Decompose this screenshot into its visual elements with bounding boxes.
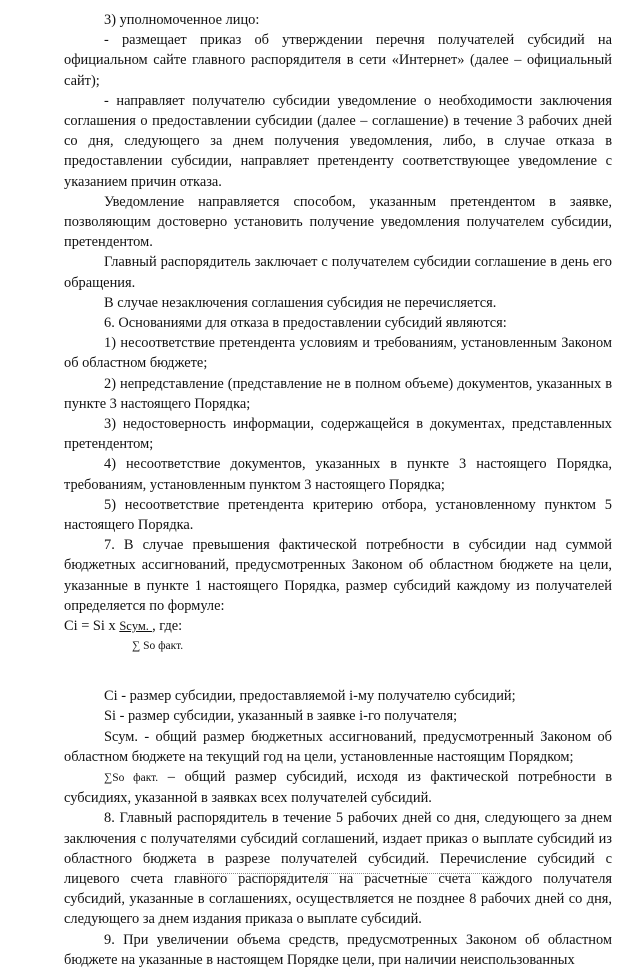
formula-denominator: ∑ So факт. <box>132 640 184 653</box>
list-item-refusal-5: 5) несоответствие претендента критерию отбора, установленному пунктом 5 настоящего Порядка. <box>64 496 612 534</box>
paragraph-send-notice: - направляет получателю субсидии уведомление о необходимости заключения соглашения о предоставлении субсидии (далее – соглашение) в течение 3 рабочих дней со дня, следующего за днем получения уведомления, либо, в случае отказа в предоставлении субсидии, направляет претенденту соответствующее уведомление с указанием причин отказа. <box>64 92 612 190</box>
formula-numerator: Scум. <box>119 619 153 634</box>
list-item-refusal-3: 3) недостоверность информации, содержащейся в документах, представленных претендентом; <box>64 416 612 453</box>
definition-ci: Ci - размер субсидии, предоставляемой i-му получателю субсидий; <box>104 688 516 705</box>
definition-ssum-text: - общий размер бюджетных ассигнований, предусмотренный Законом об областном бюджете на текущий год на цели, установленные настоящим Порядком; <box>64 728 612 765</box>
list-item-refusal-1: 1) несоответствие претендента условиям и требованиям, установленным Законом об областном бюджете; <box>64 335 612 372</box>
formula-right: , где: <box>152 618 183 635</box>
paragraph-payment-order: 8. Главный распорядитель в течение 5 рабочих дней со дня, следующего за днем заключения с получателями субсидий соглашений, издает приказ о выплате субсидий из областного бюджета в разрезе получателей субсидий. Перечисление субсидий с лицевого счета главного распорядителя на расчетные счета каждого получателя субсидий, указанные в соглашениях, осуществляется не позднее 8 рабочих дней со дня, следующего за днем издания приказа о выплате субсидий. <box>64 810 612 928</box>
paragraph-agreement: Главный распорядитель заключает с получателем субсидии соглашение в день его обращения. <box>64 254 612 291</box>
subsidy-formula <box>64 616 612 672</box>
paragraph-refusal-grounds: 6. Основаниями для отказа в предоставлении субсидий являются: <box>104 315 507 332</box>
formula-left: Ci = Si x <box>64 618 120 635</box>
paragraph-notice-method: Уведомление направляется способом, указанным претендентом в заявке, позволяющим достоверно установить получение уведомления получателем субсидии, претендентом. <box>64 193 612 251</box>
list-item-refusal-2: 2) непредставление (представление не в полном объеме) документов, указанных в пункте 3 настоящего Порядка; <box>64 375 612 412</box>
definition-sofact-symbol: ∑So факт. <box>104 771 159 784</box>
paragraph-funds-increase: 9. При увеличении объема средств, предусмотренных Законом об областном бюджете на указанные в настоящем Порядке цели, при наличии неиспользованных <box>64 931 612 968</box>
paragraph-publish-order: - размещает приказ об утверждении перечня получателей субсидий на официальном сайте главного распорядителя в сети «Интернет» (далее – официальный сайт); <box>64 32 612 89</box>
list-item-refusal-4: 4) несоответствие документов, указанных в пункте 3 настоящего Порядка, требованиям, установленным пунктом 3 настоящего Порядка; <box>64 456 612 493</box>
definition-ssum-symbol: Sсум. <box>104 728 138 745</box>
page-footer-rule <box>200 873 500 875</box>
definition-sofact <box>64 767 612 808</box>
paragraph-no-agreement: В случае незаключения соглашения субсидия не перечисляется. <box>104 294 497 311</box>
paragraph-authorized-person: 3) уполномоченное лицо: <box>104 12 260 28</box>
definition-sofact-text: – общий размер субсидий, исходя из фактической потребности в субсидиях, указанной в заявках всех получателей субсидий. <box>64 768 613 807</box>
definition-ssum <box>64 727 612 767</box>
definition-si: Si - размер субсидии, указанный в заявке i-го получателя; <box>104 708 458 725</box>
document-page <box>64 10 612 970</box>
paragraph-excess-demand: 7. В случае превышения фактической потребности в субсидии над суммой бюджетных ассигнований, предусмотренных Законом об областном бюджете на цели, указанные в пункте 1 настоящего Порядка, размер субсидий каждому из получателей определяется по формуле: <box>64 537 612 614</box>
